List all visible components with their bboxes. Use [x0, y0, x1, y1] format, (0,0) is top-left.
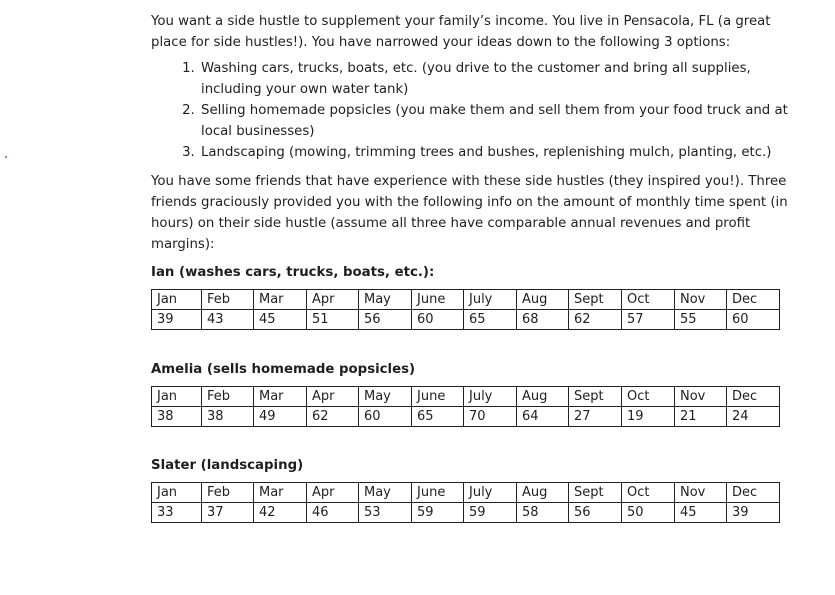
hours-row [152, 407, 780, 427]
hours-cell: 56 [569, 503, 622, 523]
hours-cell: 42 [254, 503, 307, 523]
hours-cell: 24 [727, 407, 780, 427]
hours-cell: 43 [202, 310, 254, 330]
month-cell: Nov [675, 290, 727, 310]
month-cell: Sept [569, 387, 622, 407]
month-row [152, 290, 780, 310]
month-cell: June [412, 290, 464, 310]
hours-cell: 45 [254, 310, 307, 330]
month-cell: Feb [202, 290, 254, 310]
month-cell: July [464, 387, 517, 407]
hours-cell: 65 [412, 407, 464, 427]
hours-cell: 60 [359, 407, 412, 427]
slater-heading: Slater (landscaping) [151, 458, 304, 473]
hours-cell: 59 [464, 503, 517, 523]
hours-cell: 60 [727, 310, 780, 330]
month-row [152, 387, 780, 407]
month-cell: Sept [569, 483, 622, 503]
month-cell: Dec [727, 290, 780, 310]
month-cell: Apr [307, 483, 359, 503]
month-cell: May [359, 290, 412, 310]
hours-cell: 21 [675, 407, 727, 427]
hours-cell: 49 [254, 407, 307, 427]
option-item: 3. Landscaping (mowing, trimming trees and bushes, replenishing mulch, planting, etc.) [199, 142, 791, 163]
hours-cell: 37 [202, 503, 254, 523]
month-cell: Aug [517, 387, 569, 407]
hours-cell: 19 [622, 407, 675, 427]
month-cell: July [464, 483, 517, 503]
hours-cell: 50 [622, 503, 675, 523]
margin-dot [5, 156, 7, 158]
ian-hours-table [151, 289, 780, 330]
month-cell: Jan [152, 483, 202, 503]
month-cell: May [359, 387, 412, 407]
month-cell: Mar [254, 483, 307, 503]
hours-cell: 55 [675, 310, 727, 330]
amelia-heading: Amelia (sells homemade popsicles) [151, 362, 416, 377]
month-cell: Sept [569, 290, 622, 310]
hours-cell: 58 [517, 503, 569, 523]
hours-cell: 60 [412, 310, 464, 330]
month-cell: Jan [152, 290, 202, 310]
hours-cell: 27 [569, 407, 622, 427]
month-cell: Oct [622, 290, 675, 310]
month-row [152, 483, 780, 503]
hours-cell: 70 [464, 407, 517, 427]
amelia-hours-table [151, 386, 780, 427]
month-cell: June [412, 387, 464, 407]
month-cell: Aug [517, 290, 569, 310]
hours-row [152, 503, 780, 523]
option-item: 1. Washing cars, trucks, boats, etc. (you drive to the customer and bring all supplies, including your own water tank) [199, 58, 791, 100]
hours-cell: 56 [359, 310, 412, 330]
hours-cell: 51 [307, 310, 359, 330]
hours-cell: 59 [412, 503, 464, 523]
month-cell: July [464, 290, 517, 310]
hours-row [152, 310, 780, 330]
ian-heading: Ian (washes cars, trucks, boats, etc.): [151, 265, 435, 280]
month-cell: Dec [727, 483, 780, 503]
month-cell: Mar [254, 387, 307, 407]
hours-cell: 64 [517, 407, 569, 427]
hours-cell: 38 [152, 407, 202, 427]
month-cell: Feb [202, 483, 254, 503]
month-cell: Feb [202, 387, 254, 407]
hours-cell: 57 [622, 310, 675, 330]
month-cell: Jan [152, 387, 202, 407]
hours-cell: 62 [569, 310, 622, 330]
month-cell: Nov [675, 483, 727, 503]
hours-cell: 39 [727, 503, 780, 523]
options-list [151, 58, 791, 163]
hours-cell: 33 [152, 503, 202, 523]
month-cell: Apr [307, 387, 359, 407]
month-cell: Apr [307, 290, 359, 310]
month-cell: Mar [254, 290, 307, 310]
hours-cell: 39 [152, 310, 202, 330]
document-page [151, 11, 791, 523]
hours-cell: 46 [307, 503, 359, 523]
friends-paragraph: You have some friends that have experience with these side hustles (they inspired you!). Three friends graciously provided you with the following info on the amount of monthly time spent (in hours) on their side hustle (assume all three have comparable annual revenues and profit margins): [151, 174, 788, 252]
hours-cell: 38 [202, 407, 254, 427]
month-cell: Nov [675, 387, 727, 407]
hours-cell: 53 [359, 503, 412, 523]
month-cell: June [412, 483, 464, 503]
month-cell: Oct [622, 387, 675, 407]
hours-cell: 68 [517, 310, 569, 330]
option-item: 2. Selling homemade popsicles (you make them and sell them from your food truck and at local businesses) [199, 100, 791, 142]
month-cell: Dec [727, 387, 780, 407]
month-cell: Aug [517, 483, 569, 503]
month-cell: Oct [622, 483, 675, 503]
hours-cell: 45 [675, 503, 727, 523]
hours-cell: 62 [307, 407, 359, 427]
hours-cell: 65 [464, 310, 517, 330]
month-cell: May [359, 483, 412, 503]
intro-paragraph: You want a side hustle to supplement your family’s income. You live in Pensacola, FL (a great place for side hustles!). You have narrowed your ideas down to the following 3 options: [151, 14, 771, 50]
slater-hours-table [151, 482, 780, 523]
